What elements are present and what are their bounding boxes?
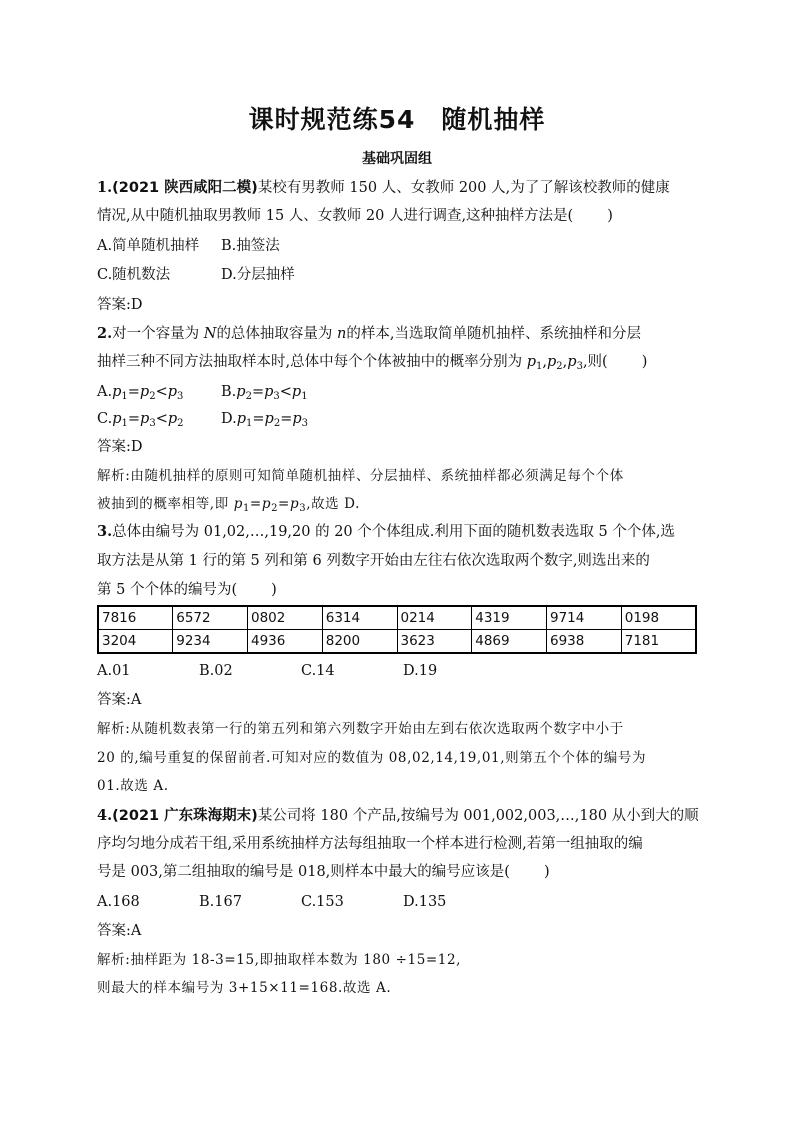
- q3-option-d: D.19: [403, 663, 438, 679]
- q2-close-paren: ): [641, 354, 648, 370]
- q4-source: (2021 广东珠海期末): [112, 808, 258, 824]
- explanation-label: 解析: [97, 721, 126, 737]
- q2-line-1: [97, 324, 641, 344]
- q2-p: p: [526, 354, 537, 370]
- q2-number: 2.: [97, 325, 113, 342]
- q4-number: 4.: [97, 807, 113, 824]
- q4-answer-value: :A: [126, 923, 142, 939]
- answer-label: 答案: [97, 692, 126, 708]
- q2-p: p: [567, 354, 577, 370]
- table-cell: 3623: [397, 630, 472, 654]
- q1-text-1: 某校有男教师 150 人、女教师 200 人,为了了解该校教师的健康: [257, 180, 670, 196]
- eq: =: [278, 496, 290, 512]
- q4-option-b: B.167: [199, 894, 242, 910]
- q3-option-b: B.02: [199, 663, 233, 679]
- q2-options-row-1: [97, 382, 308, 402]
- table-cell: 4936: [248, 630, 323, 654]
- q4-close-paren: ): [543, 864, 550, 880]
- option-prefix: C.: [97, 411, 113, 427]
- explanation-label: 解析: [97, 952, 126, 968]
- option-prefix: D.: [221, 411, 237, 427]
- q4-explanation-line-2: [97, 978, 391, 998]
- q2-text-1c: 的样本,当选取简单随机抽样、系统抽样和分层: [346, 326, 641, 342]
- q2-var-n: n: [337, 326, 347, 342]
- answer-label: 答案: [97, 923, 126, 939]
- q2-text-1a: 对一个容量为: [112, 326, 204, 342]
- q2-p: p: [264, 411, 274, 427]
- q2-p: p: [547, 354, 557, 370]
- q4-line-2: [97, 834, 643, 854]
- q2-p: p: [292, 411, 302, 427]
- q4-text-1: 某公司将 180 个产品,按编号为 001,002,003,…,180 从小到大的顺: [257, 808, 699, 824]
- q3-text-3: 第 5 个个体的编号为(: [97, 582, 238, 598]
- q3-options: [97, 661, 437, 681]
- table-cell: 6938: [547, 630, 622, 654]
- q4-answer: [97, 921, 141, 941]
- table-cell: 9234: [173, 630, 248, 654]
- q1-line-2: [97, 206, 613, 226]
- table-row: [98, 630, 696, 654]
- q2-p: p: [264, 384, 274, 400]
- q3-line-3: [97, 580, 277, 600]
- table-cell: 0198: [621, 606, 696, 630]
- q2-sub: 1: [536, 361, 543, 372]
- table-row: [98, 606, 696, 630]
- q2-expl-1: :由随机抽样的原则可知简单随机抽样、分层抽样、系统抽样都必须满足每个个体: [125, 468, 624, 484]
- q2-p: p: [289, 496, 300, 512]
- option-op: =: [252, 411, 265, 427]
- q2-option-a: [97, 382, 221, 402]
- q2-sub: 1: [242, 503, 250, 514]
- option-op: =: [280, 411, 293, 427]
- section-heading: 基础巩固组: [362, 151, 432, 167]
- q3-answer-value: :A: [126, 692, 142, 708]
- q2-p: p: [112, 384, 122, 400]
- table-cell: 7181: [621, 630, 696, 654]
- q2-sub: 2: [556, 361, 563, 372]
- q4-text-3: 号是 003,第二组抽取的编号是 018,则样本中最大的编号应该是(: [97, 864, 510, 880]
- q2-then: ,则(: [582, 354, 608, 370]
- q4-line-1: [97, 806, 699, 826]
- q2-option-c: [97, 409, 221, 429]
- table-cell: 0214: [397, 606, 472, 630]
- answer-label: 答案: [97, 297, 126, 313]
- option-op: <: [279, 384, 292, 400]
- q3-explanation-line-2: [97, 748, 646, 768]
- q1-option-c: C.随机数法: [97, 267, 171, 283]
- q2-comma: ,: [562, 354, 568, 370]
- table-cell: 6572: [173, 606, 248, 630]
- q1-line-1: [97, 178, 670, 198]
- q2-explanation-line-1: [97, 466, 624, 486]
- q4-option-d: D.135: [403, 894, 447, 910]
- q3-line-1: [97, 522, 675, 542]
- q3-text-2: 取方法是从第 1 行的第 5 列和第 6 列数字开始由左往右依次选取两个数字,则选出来的: [97, 553, 650, 569]
- option-op: =: [127, 411, 141, 427]
- q4-options: [97, 892, 446, 912]
- q1-source: (2021 陕西咸阳二模): [112, 180, 258, 196]
- table-cell: 6314: [322, 606, 397, 630]
- q2-sub: 1: [301, 391, 308, 402]
- q2-sub: 1: [246, 418, 253, 429]
- q3-option-a: A.01: [97, 663, 131, 679]
- q1-options-row-2: [97, 265, 295, 285]
- q2-p: p: [167, 384, 178, 400]
- q1-option-b: B.抽签法: [221, 238, 280, 254]
- q2-answer-value: :D: [126, 439, 143, 455]
- q2-p: p: [112, 411, 122, 427]
- option-op: =: [127, 384, 140, 400]
- q2-sub: 3: [576, 361, 583, 372]
- table-cell: 3204: [98, 630, 173, 654]
- q3-expl-2: 20 的,编号重复的保留前者.可知对应的数值为 08,02,14,19,01,则第五个个体的编号为: [97, 750, 647, 766]
- explanation-label: 解析: [97, 468, 126, 484]
- q1-option-d: D.分层抽样: [221, 267, 295, 283]
- q3-number: 3.: [97, 523, 113, 540]
- q4-expl-2: 则最大的样本编号为 3+15×11=168.故选 A.: [97, 980, 392, 996]
- q2-sub: 3: [149, 418, 156, 429]
- q2-sub: 3: [177, 391, 184, 402]
- q2-sub: 3: [301, 418, 309, 429]
- q2-explanation-line-2: [97, 494, 360, 514]
- q3-close-paren: ): [271, 582, 277, 598]
- table-cell: 7816: [98, 606, 173, 630]
- q4-option-c: C.153: [301, 894, 344, 910]
- q1-close-paren: ): [607, 208, 613, 224]
- q2-p: p: [140, 411, 150, 427]
- q1-answer: [97, 295, 143, 315]
- table-cell: 4319: [472, 606, 547, 630]
- q1-number: 1.: [97, 179, 113, 196]
- q3-explanation-line-3: [97, 776, 169, 796]
- answer-label: 答案: [97, 439, 126, 455]
- q2-expl-2b: ,故选 D.: [306, 496, 361, 512]
- q4-explanation-line-1: [97, 950, 461, 970]
- q2-line-2: [97, 352, 647, 372]
- q3-option-c: C.14: [301, 663, 335, 679]
- q1-answer-value: :D: [126, 297, 143, 313]
- q2-sub: 3: [273, 391, 280, 402]
- q2-text-2: 抽样三种不同方法抽取样本时,总体中每个个体被抽中的概率分别为: [97, 354, 527, 370]
- q2-sub: 2: [177, 418, 184, 429]
- q2-answer: [97, 437, 143, 457]
- q2-p: p: [233, 496, 243, 512]
- q2-sub: 2: [271, 503, 279, 514]
- table-cell: 9714: [547, 606, 622, 630]
- q2-sub: 2: [149, 391, 156, 402]
- option-op: =: [251, 384, 265, 400]
- q3-text-1: 总体由编号为 01,02,…,19,20 的 20 个个体组成.利用下面的随机数表选取 5 个个体,选: [112, 524, 675, 540]
- q1-options-row-1: [97, 236, 280, 256]
- q2-option-b: [221, 382, 308, 402]
- q3-explanation-line-1: [97, 719, 624, 739]
- table-cell: 0802: [248, 606, 323, 630]
- option-prefix: A.: [97, 384, 113, 400]
- q4-option-a: A.168: [97, 894, 140, 910]
- q4-text-2: 序均匀地分成若干组,采用系统抽样方法每组抽取一个样本进行检测,若第一组抽取的编: [97, 836, 643, 852]
- option-op: <: [155, 411, 168, 427]
- table-cell: 8200: [322, 630, 397, 654]
- random-number-table: [97, 605, 697, 654]
- q1-option-a: A.简单随机抽样: [97, 238, 200, 254]
- q2-expl-2a: 被抽到的概率相等,即: [97, 496, 234, 512]
- q2-text-1b: 的总体抽取容量为: [216, 326, 338, 342]
- q2-var-N: N: [203, 326, 217, 342]
- q2-options-row-2: [97, 409, 308, 429]
- q3-expl-1: :从随机数表第一行的第五列和第六列数字开始由左到右依次选取两个数字中小于: [125, 721, 624, 737]
- q2-comma: ,: [542, 354, 547, 370]
- q2-p: p: [236, 384, 246, 400]
- q4-line-3: [97, 862, 550, 882]
- q2-sub: 2: [245, 391, 252, 402]
- page-title: 课时规范练54 随机抽样: [248, 105, 546, 134]
- q3-expl-3: 01.故选 A.: [97, 778, 169, 794]
- q2-sub: 1: [121, 418, 128, 429]
- q1-text-2: 情况,从中随机抽取男教师 15 人、女教师 20 人进行调查,这种抽样方法是(: [97, 208, 574, 224]
- q2-sub: 1: [121, 391, 128, 402]
- q2-sub: 2: [273, 418, 281, 429]
- q3-line-2: [97, 551, 650, 571]
- q2-sub: 3: [299, 503, 307, 514]
- table-cell: 4869: [472, 630, 547, 654]
- option-op: <: [155, 384, 168, 400]
- q2-option-d: [221, 409, 308, 429]
- q2-p: p: [167, 411, 178, 427]
- q2-p: p: [291, 384, 302, 400]
- q4-expl-1: :抽样距为 18-3=15,即抽取样本数为 180 ÷15=12,: [125, 952, 462, 968]
- q2-p: p: [139, 384, 150, 400]
- q3-answer: [97, 690, 141, 710]
- eq: =: [249, 496, 262, 512]
- option-prefix: B.: [221, 384, 237, 400]
- q2-p: p: [236, 411, 247, 427]
- q2-p: p: [261, 496, 272, 512]
